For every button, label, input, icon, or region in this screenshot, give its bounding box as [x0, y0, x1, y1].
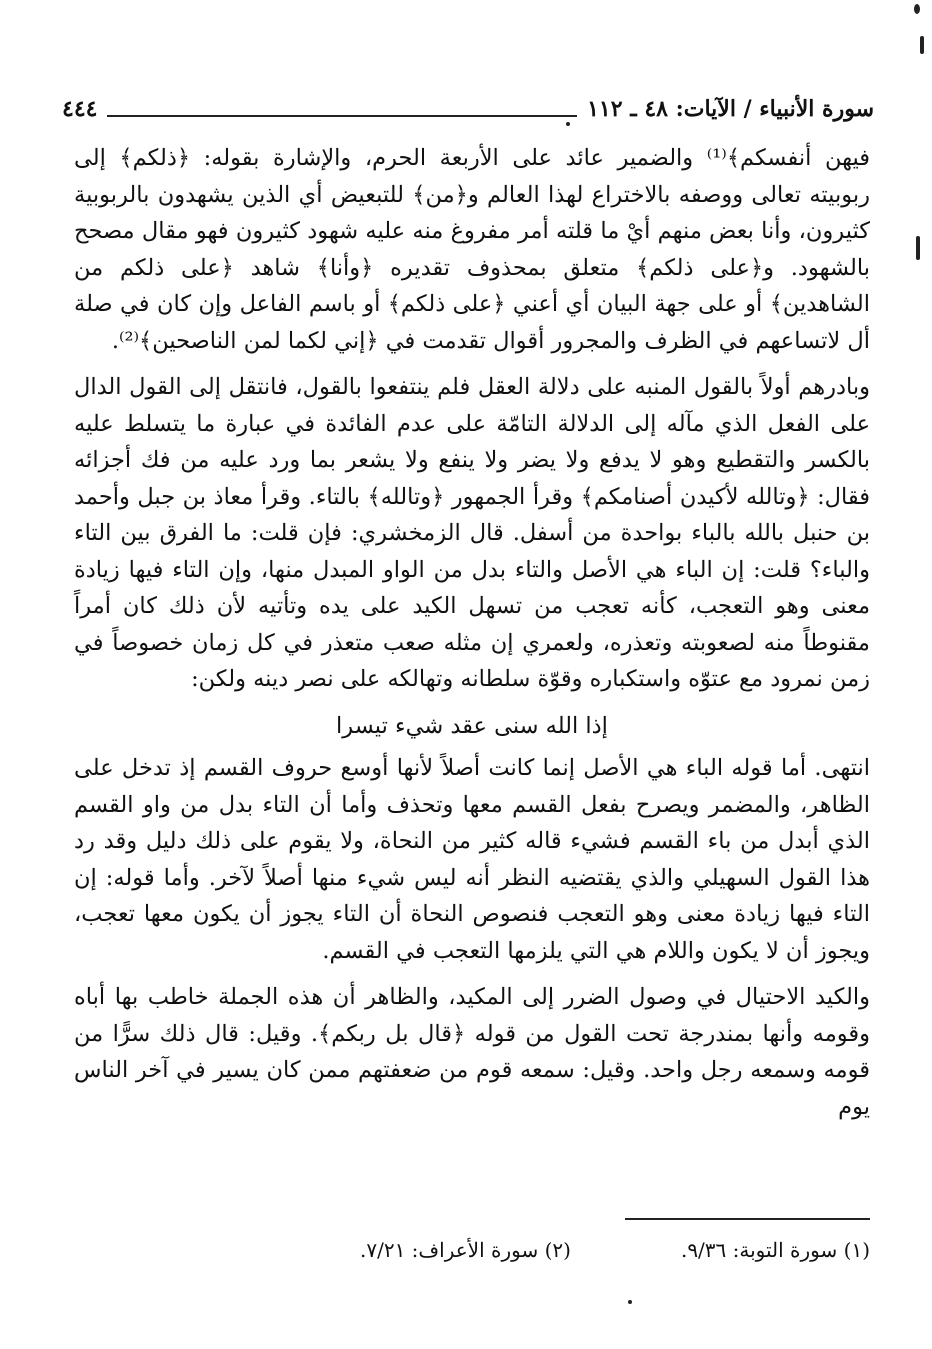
main-text	[74, 140, 870, 1125]
paragraph-3: انتهى. أما قوله الباء هي الأصل إنما كانت أصلاً لأنها أوسع حروف القسم إذ تدخل على الظاهر، والمضمر ويصرح بفعل القسم معها وتحذف وأما أن التاء بدل من واو القسم الذي أبدل من باء القسم فشيء قاله كثير من النحاة، ولا يقوم على ذلك دليل وقد رد هذا القول السهيلي والذي يقتضيه النظر أنه ليس شيء منها أصلاً لآخر. وأما قوله: إن التاء فيها زيادة معنى وهو التعجب فنصوص النحاة أن التاء يجوز أن يكون معها تعجب، ويجوز أن لا يكون واللام هي التي يلزمها التعجب في القسم.	[74, 755, 870, 964]
page-header	[62, 92, 874, 126]
running-title: سورة الأنبياء / الآيات: ٤٨ ـ ١١٢	[587, 96, 874, 122]
scan-speck	[566, 122, 570, 126]
footnotes	[80, 1218, 870, 1262]
header-rule	[107, 115, 577, 117]
scan-speck	[628, 1300, 632, 1304]
paragraph-1: فيهن أنفسكم﴾⁽¹⁾ والضمير عائد على الأربعة الحرم، والإشارة بقوله: ﴿ذلكم﴾ إلى ربوبيته تعالى ووصفه بالاختراع لهذا العالم و﴿من﴾ للتبعيض أي الذين يشهدون بالربوبية كثيرون، وأنا بعض منهم أيْ ما قلته أمر مفروغ منه عليه شهود كثيرون فهو مقال مصحح بالشهود. و﴿على ذلكم﴾ متعلق بمحذوف تقديره ﴿وأنا﴾ شاهد ﴿على ذلكم من الشاهدين﴾ أو على جهة البيان أي أعني ﴿على ذلكم﴾ أو باسم الفاعل وإن كان في صلة أل لاتساعهم في الظرف والمجرور أقوال تقدمت في ﴿إني لكما لمن الناصحين﴾⁽²⁾.	[74, 145, 870, 354]
footnote-rule	[625, 1218, 870, 1220]
page-number: ٤٤٤	[62, 96, 98, 122]
footnote-1: (١) سورة التوبة: ٩/٣٦.	[680, 1238, 870, 1262]
scan-speck	[920, 36, 924, 54]
paragraph-2: وبادرهم أولاً بالقول المنبه على دلالة العقل فلم ينتفعوا بالقول، فانتقل إلى القول الدال على الفعل الذي مآله إلى الدلالة التامّة على عدم الفائدة في عبارة ما يتسلط عليه بالكسر والتقطيع وهو لا يدفع ولا يضر ولا ينفع ولا يشعر بما ورد عليه من فك أجزائه فقال: ﴿وتالله لأكيدن أصنامكم﴾ وقرأ الجمهور ﴿وتالله﴾ بالتاء. وقرأ معاذ بن جبل وأحمد بن حنبل بالله بالباء بواحدة من أسفل. قال الزمخشري: فإن قلت: ما الفرق بين التاء والباء؟ قلت: إن الباء هي الأصل والتاء بدل من الواو المبدل منها، وإن التاء فيها زيادة معنى وهو التعجب، كأنه تعجب من تسهل الكيد على يده وتأتيه لأن ذلك كان أمراً مقنوطاً منه لصعوبته وتعذره، ولعمري إن مثله صعب متعذر في كل زمان خصوصاً في زمن نمرود مع عتوّه واستكباره وقوّة سلطانه وتهالكه على نصر دينه ولكن:	[74, 374, 870, 692]
poetry-verse: إذا الله سنى عقد شيء تيسرا	[336, 712, 608, 739]
footnote-row	[80, 1238, 870, 1262]
scan-speck	[916, 236, 920, 260]
footnote-2: (٢) سورة الأعراف: ٧/٢١.	[360, 1238, 571, 1262]
paragraph-4: والكيد الاحتيال في وصول الضرر إلى المكيد، والظاهر أن هذه الجملة خاطب بها أباه وقومه وأنها بمندرجة تحت القول من قوله ﴿قال بل ربكم﴾. وقيل: قال ذلك سرًّا من قومه وسمعه رجل واحد. وقيل: سمعه قوم من ضعفتهم ممن كان يسير في آخر الناس يوم	[74, 984, 870, 1120]
scan-speck	[914, 4, 920, 14]
